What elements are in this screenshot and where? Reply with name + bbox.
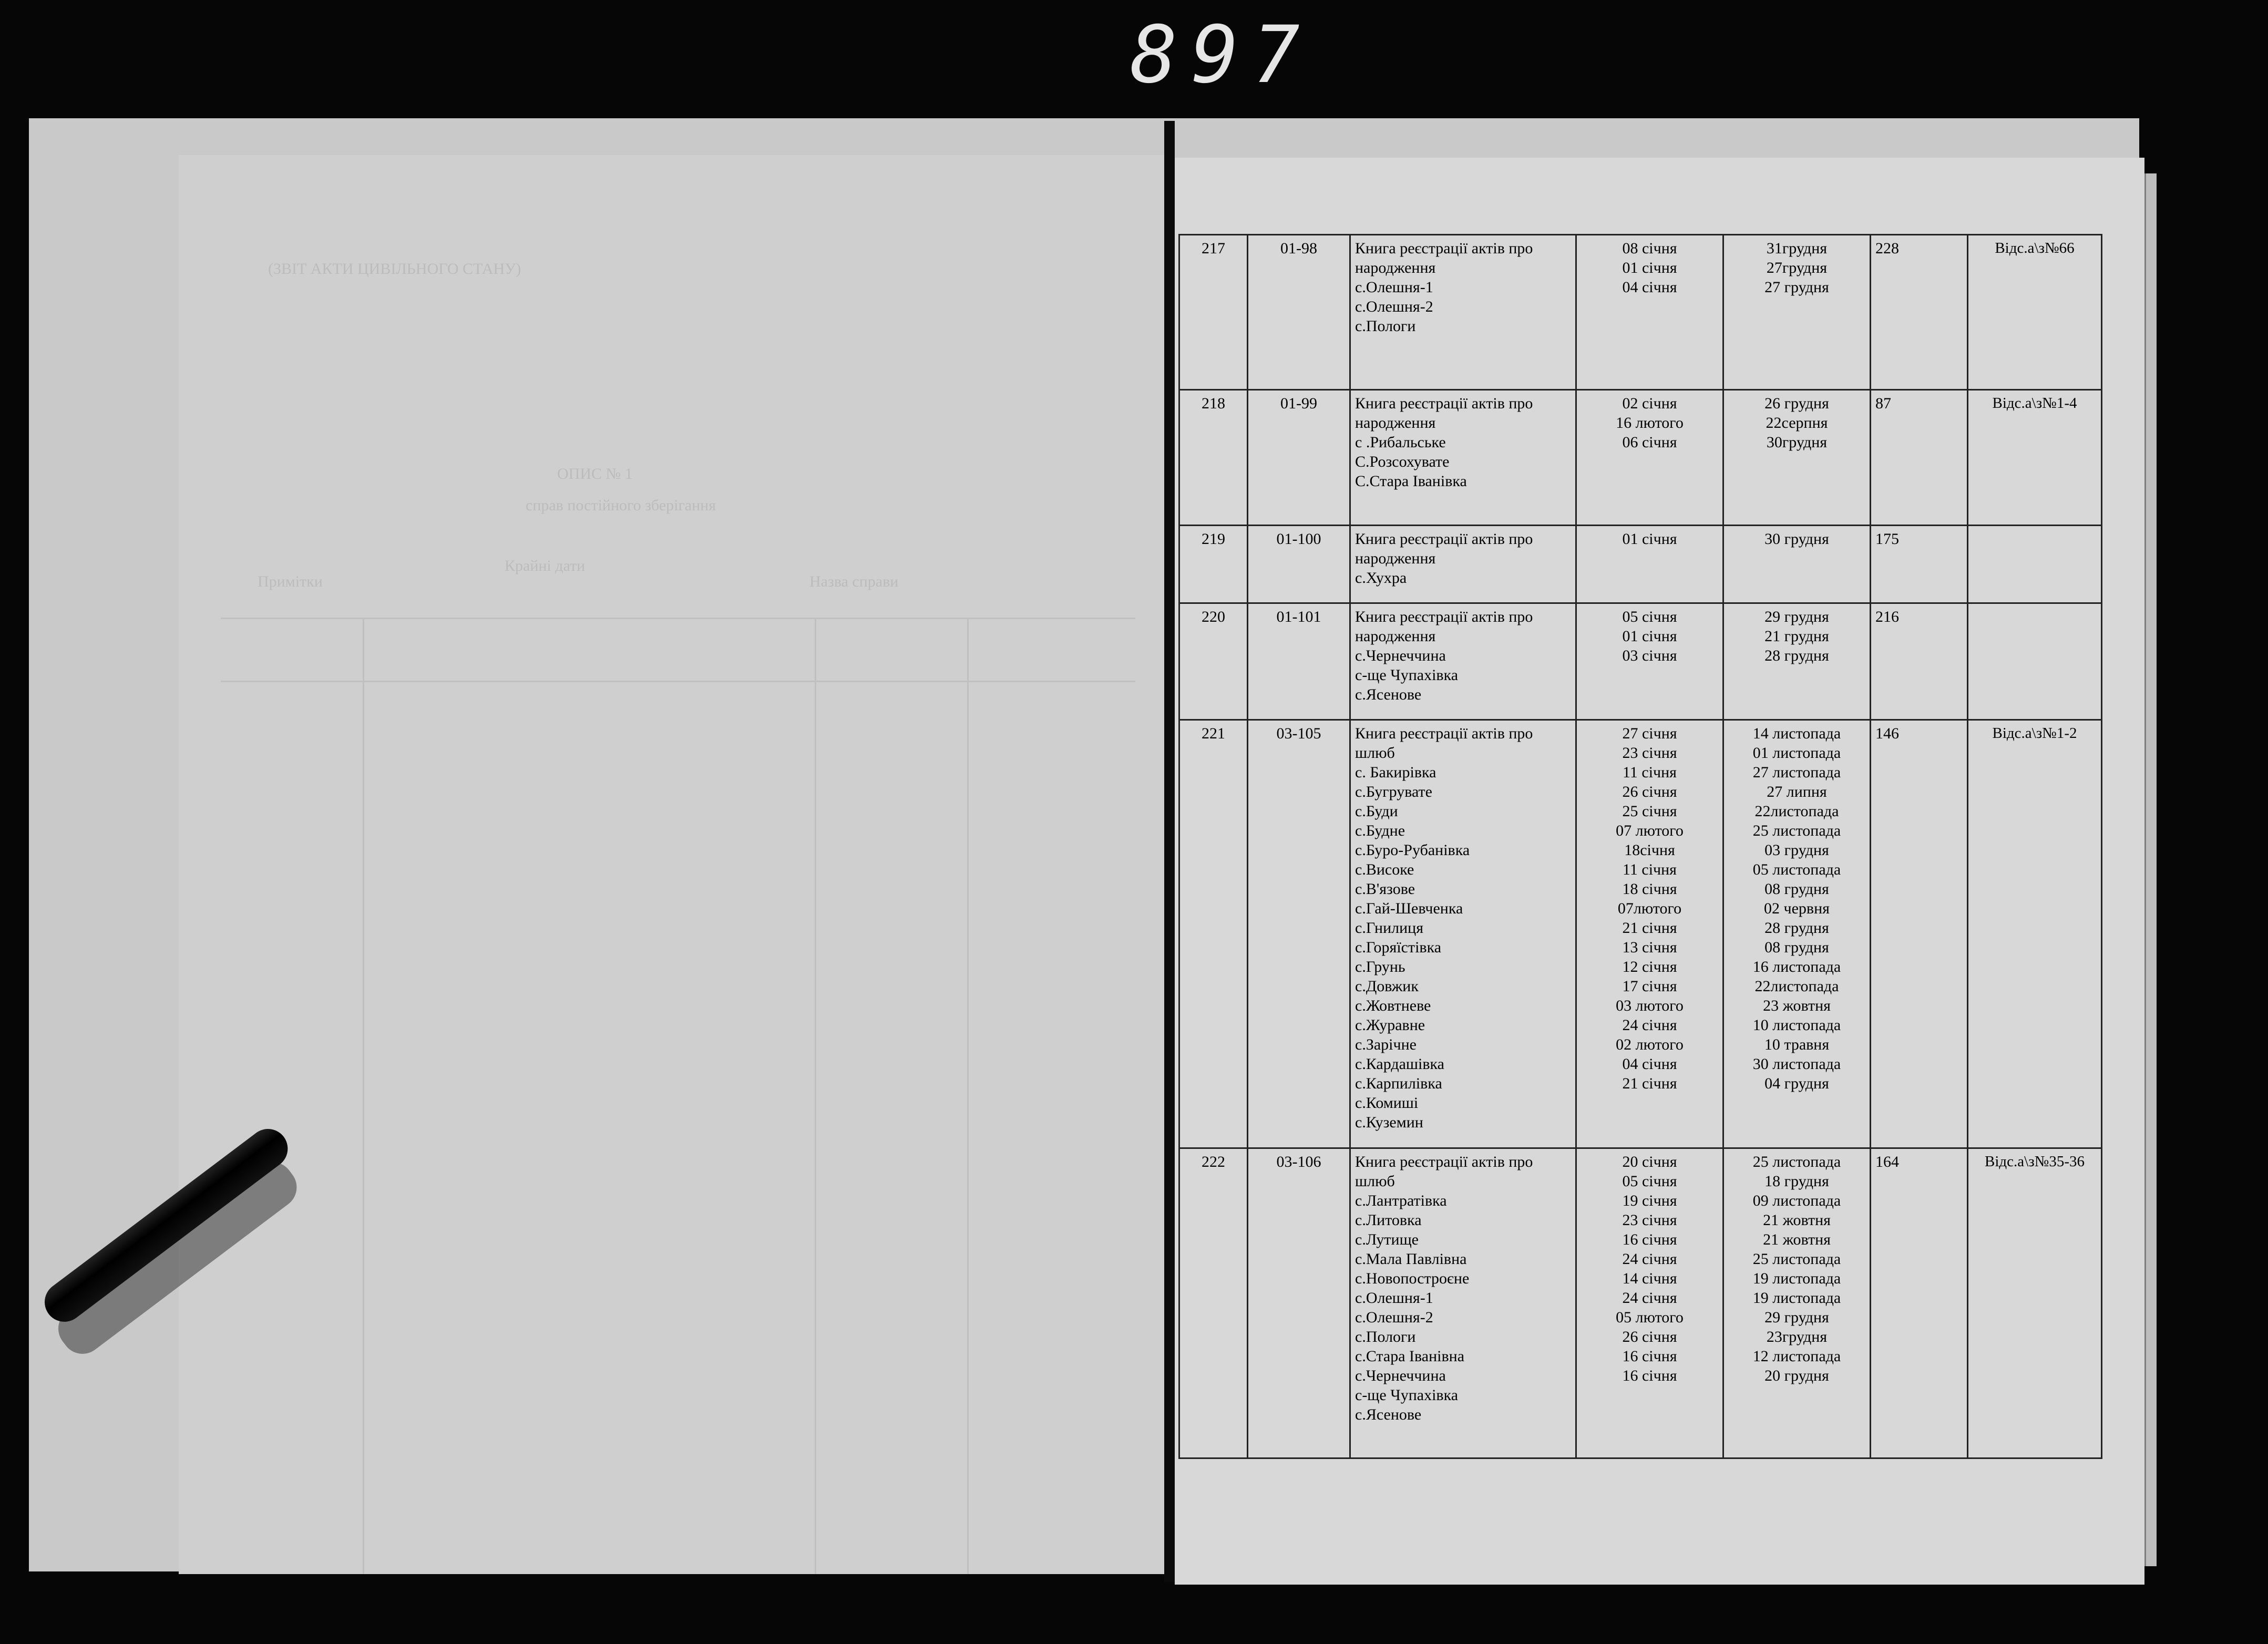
village-name: с.Лантратівка	[1355, 1192, 1447, 1209]
end-date: 30грудня	[1766, 434, 1828, 451]
ghost-text: Назва справи	[809, 573, 899, 590]
village-name: с.Горяїстівка	[1355, 939, 1442, 956]
start-date: 24 січня	[1622, 1250, 1677, 1268]
start-date: 24 січня	[1622, 1289, 1677, 1307]
start-date: 26 січня	[1622, 1328, 1677, 1345]
case-code: 01-98	[1248, 235, 1350, 390]
village-name: с.Пологи	[1355, 1328, 1416, 1345]
row-number: 222	[1179, 1148, 1248, 1458]
village-name: с.Чернеччина	[1355, 647, 1446, 664]
page-count: 175	[1871, 526, 1968, 603]
note: Відс.а\з№35-36	[1968, 1148, 2102, 1458]
title-line: народження	[1355, 550, 1436, 567]
start-date: 02 лютого	[1616, 1036, 1684, 1053]
start-date: 05 січня	[1622, 1173, 1677, 1190]
note	[1968, 603, 2102, 720]
village-name: с.В'язове	[1355, 880, 1415, 898]
start-date: 26 січня	[1622, 783, 1677, 800]
village-name: с.Гай-Шевченка	[1355, 900, 1463, 917]
village-name: с.Куземин	[1355, 1114, 1423, 1131]
start-date: 07 лютого	[1616, 822, 1684, 839]
village-name: с.Чернеччина	[1355, 1367, 1446, 1384]
end-date: 08 грудня	[1764, 880, 1829, 898]
start-dates	[1576, 1148, 1723, 1458]
end-date: 10 травня	[1764, 1036, 1830, 1053]
end-date: 25 листопада	[1752, 1153, 1841, 1170]
end-date: 19 листопада	[1752, 1289, 1841, 1307]
end-date: 08 грудня	[1764, 939, 1829, 956]
end-date: 18 грудня	[1764, 1173, 1829, 1190]
village-name: с.Олешня-2	[1355, 298, 1433, 315]
village-name: с-ще Чупахівка	[1355, 1386, 1459, 1404]
start-date: 16 січня	[1622, 1367, 1677, 1384]
end-date: 27грудня	[1766, 259, 1828, 276]
start-date: 17 січня	[1622, 978, 1677, 995]
start-date: 16 січня	[1622, 1348, 1677, 1365]
case-title	[1350, 603, 1576, 720]
case-title	[1350, 390, 1576, 526]
ghost-rule	[363, 618, 364, 1574]
case-title	[1350, 720, 1576, 1148]
end-date: 23грудня	[1766, 1328, 1828, 1345]
start-date: 19 січня	[1622, 1192, 1677, 1209]
village-name: с.Мала Павлівна	[1355, 1250, 1467, 1268]
end-date: 27 листопада	[1752, 764, 1841, 781]
end-date: 22серпня	[1766, 414, 1828, 431]
end-dates	[1723, 720, 1871, 1148]
case-code: 03-105	[1248, 720, 1350, 1148]
start-date: 01 січня	[1622, 628, 1677, 645]
note: Відс.а\з№1-2	[1968, 720, 2102, 1148]
start-date: 18 січня	[1622, 880, 1677, 898]
village-name: с.Жовтневе	[1355, 997, 1431, 1014]
start-date: 07лютого	[1617, 900, 1682, 917]
ghost-text: Крайні дати	[505, 557, 586, 574]
end-date: 02 червня	[1764, 900, 1830, 917]
register-row	[1179, 526, 2102, 603]
village-name: с.Кардашівка	[1355, 1055, 1444, 1073]
village-name: с.Хухра	[1355, 569, 1407, 587]
register-row	[1179, 720, 2102, 1148]
title-line: народження	[1355, 414, 1436, 431]
end-date: 29 грудня	[1764, 608, 1829, 625]
start-date: 20 січня	[1622, 1153, 1677, 1170]
village-name: с.Ясенове	[1355, 686, 1422, 703]
start-date: 11 січня	[1623, 764, 1677, 781]
case-code: 01-99	[1248, 390, 1350, 526]
row-number: 221	[1179, 720, 1248, 1148]
start-date: 02 січня	[1622, 395, 1677, 412]
start-dates	[1576, 720, 1723, 1148]
start-date: 21 січня	[1622, 919, 1677, 937]
village-name: с-ще Чупахівка	[1355, 666, 1459, 684]
end-date: 27 грудня	[1764, 279, 1829, 296]
start-date: 14 січня	[1622, 1270, 1677, 1287]
end-date: 01 листопада	[1752, 744, 1841, 762]
note: Відс.а\з№66	[1968, 235, 2102, 390]
end-date: 29 грудня	[1764, 1309, 1829, 1326]
end-dates	[1723, 603, 1871, 720]
start-date: 13 січня	[1622, 939, 1677, 956]
row-number: 219	[1179, 526, 1248, 603]
end-date: 10 листопада	[1752, 1016, 1841, 1034]
end-date: 09 листопада	[1752, 1192, 1841, 1209]
end-date: 05 листопада	[1752, 861, 1841, 878]
village-name: с.Пологи	[1355, 317, 1416, 335]
end-date: 26 грудня	[1764, 395, 1829, 412]
page-count: 216	[1871, 603, 1968, 720]
ghost-rule	[221, 681, 1135, 682]
end-date: 22листопада	[1754, 803, 1839, 820]
case-code: 01-100	[1248, 526, 1350, 603]
end-dates	[1723, 390, 1871, 526]
register-row	[1179, 235, 2102, 390]
village-name: с.Довжик	[1355, 978, 1419, 995]
case-title	[1350, 526, 1576, 603]
end-date: 03 грудня	[1764, 841, 1829, 859]
village-name: С.Стара Іванівка	[1355, 472, 1467, 490]
start-date: 03 лютого	[1616, 997, 1684, 1014]
start-date: 12 січня	[1622, 958, 1677, 975]
left-page-blank	[179, 155, 1167, 1574]
start-date: 08 січня	[1622, 240, 1677, 257]
title-line: народження	[1355, 628, 1436, 645]
end-date: 20 грудня	[1764, 1367, 1829, 1384]
end-date: 12 листопада	[1752, 1348, 1841, 1365]
title-line: Книга реєстрації актів про	[1355, 395, 1533, 412]
start-dates	[1576, 390, 1723, 526]
village-name: с.Будне	[1355, 822, 1405, 839]
start-date: 03 січня	[1622, 647, 1677, 664]
case-code: 03-106	[1248, 1148, 1350, 1458]
ghost-text: справ постійного зберігання	[526, 497, 716, 514]
village-name: с.Журавне	[1355, 1016, 1425, 1034]
page-edge	[2144, 173, 2157, 1566]
start-date: 01 січня	[1622, 259, 1677, 276]
start-date: 25 січня	[1622, 803, 1677, 820]
start-date: 24 січня	[1622, 1016, 1677, 1034]
case-title	[1350, 1148, 1576, 1458]
note	[1968, 526, 2102, 603]
end-date: 14 листопада	[1752, 725, 1841, 742]
village-name: с.Стара Іванівна	[1355, 1348, 1465, 1365]
start-date: 21 січня	[1622, 1075, 1677, 1092]
end-date: 23 жовтня	[1763, 997, 1831, 1014]
end-date: 28 грудня	[1764, 919, 1829, 937]
ghost-text: (ЗВІТ АКТИ ЦИВІЛЬНОГО СТАНУ)	[268, 260, 521, 278]
ghost-text: Примітки	[258, 573, 323, 590]
row-number: 218	[1179, 390, 1248, 526]
end-date: 16 листопада	[1752, 958, 1841, 975]
village-name: с.Ясенове	[1355, 1406, 1422, 1423]
village-name: с.Гнилиця	[1355, 919, 1424, 937]
title-line: народження	[1355, 259, 1436, 276]
village-name: с.Бугрувате	[1355, 783, 1432, 800]
page-count: 146	[1871, 720, 1968, 1148]
title-line: Книга реєстрації актів про	[1355, 1153, 1533, 1170]
end-date: 21 грудня	[1764, 628, 1829, 645]
end-date: 28 грудня	[1764, 647, 1829, 664]
village-name: с.Новопостроєне	[1355, 1270, 1470, 1287]
village-name: с.Литовка	[1355, 1211, 1422, 1229]
start-date: 11 січня	[1623, 861, 1677, 878]
village-name: с. Бакирівка	[1355, 764, 1436, 781]
village-name: с.Олешня-2	[1355, 1309, 1433, 1326]
title-line: Книга реєстрації актів про	[1355, 725, 1533, 742]
start-date: 16 лютого	[1616, 414, 1684, 431]
page-count: 87	[1871, 390, 1968, 526]
start-dates	[1576, 235, 1723, 390]
village-name: с .Рибальське	[1355, 434, 1446, 451]
end-date: 19 листопада	[1752, 1270, 1841, 1287]
page-count: 164	[1871, 1148, 1968, 1458]
binding-gutter	[1164, 121, 1175, 1582]
end-dates	[1723, 235, 1871, 390]
start-date: 23 січня	[1622, 744, 1677, 762]
start-date: 01 січня	[1622, 530, 1677, 548]
title-line: Книга реєстрації актів про	[1355, 530, 1533, 548]
ghost-text: ОПИС № 1	[557, 465, 633, 482]
start-date: 27 січня	[1622, 725, 1677, 742]
ghost-rule	[967, 618, 969, 1574]
start-date: 16 січня	[1622, 1231, 1677, 1248]
row-number: 217	[1179, 235, 1248, 390]
title-line: шлюб	[1355, 744, 1395, 762]
end-date: 21 жовтня	[1763, 1211, 1831, 1229]
village-name: с.Зарічне	[1355, 1036, 1417, 1053]
note: Відс.а\з№1-4	[1968, 390, 2102, 526]
end-date: 27 липня	[1767, 783, 1827, 800]
start-date: 05 січня	[1622, 608, 1677, 625]
start-dates	[1576, 603, 1723, 720]
register-table	[1178, 234, 2102, 1459]
title-line: Книга реєстрації актів про	[1355, 240, 1533, 257]
village-name: с.Високе	[1355, 861, 1414, 878]
end-dates	[1723, 1148, 1871, 1458]
end-date: 22листопада	[1754, 978, 1839, 995]
page-count: 228	[1871, 235, 1968, 390]
case-title	[1350, 235, 1576, 390]
end-date: 25 листопада	[1752, 1250, 1841, 1268]
case-code: 01-101	[1248, 603, 1350, 720]
end-date: 21 жовтня	[1763, 1231, 1831, 1248]
village-name: с.Олешня-1	[1355, 279, 1433, 296]
village-name: с.Олешня-1	[1355, 1289, 1433, 1307]
end-date: 04 грудня	[1764, 1075, 1829, 1092]
register-row	[1179, 1148, 2102, 1458]
village-name: С.Розсохувате	[1355, 453, 1450, 470]
register-row	[1179, 603, 2102, 720]
start-date: 18січня	[1624, 841, 1675, 859]
start-dates	[1576, 526, 1723, 603]
end-dates	[1723, 526, 1871, 603]
start-date: 05 лютого	[1616, 1309, 1684, 1326]
register-row	[1179, 390, 2102, 526]
end-date: 30 листопада	[1752, 1055, 1841, 1073]
ghost-rule	[815, 618, 816, 1574]
start-date: 06 січня	[1622, 434, 1677, 451]
village-name: с.Буро-Рубанівка	[1355, 841, 1470, 859]
village-name: с.Буди	[1355, 803, 1398, 820]
end-date: 31грудня	[1766, 240, 1828, 257]
village-name: с.Комиші	[1355, 1094, 1419, 1112]
village-name: с.Лутище	[1355, 1231, 1419, 1248]
row-number: 220	[1179, 603, 1248, 720]
frame-number: 897	[1130, 9, 1313, 101]
start-date: 04 січня	[1622, 1055, 1677, 1073]
end-date: 25 листопада	[1752, 822, 1841, 839]
start-date: 23 січня	[1622, 1211, 1677, 1229]
village-name: с.Грунь	[1355, 958, 1405, 975]
end-date: 30 грудня	[1764, 530, 1829, 548]
ghost-rule	[221, 618, 1135, 619]
village-name: с.Карпилівка	[1355, 1075, 1442, 1092]
title-line: Книга реєстрації актів про	[1355, 608, 1533, 625]
title-line: шлюб	[1355, 1173, 1395, 1190]
start-date: 04 січня	[1622, 279, 1677, 296]
